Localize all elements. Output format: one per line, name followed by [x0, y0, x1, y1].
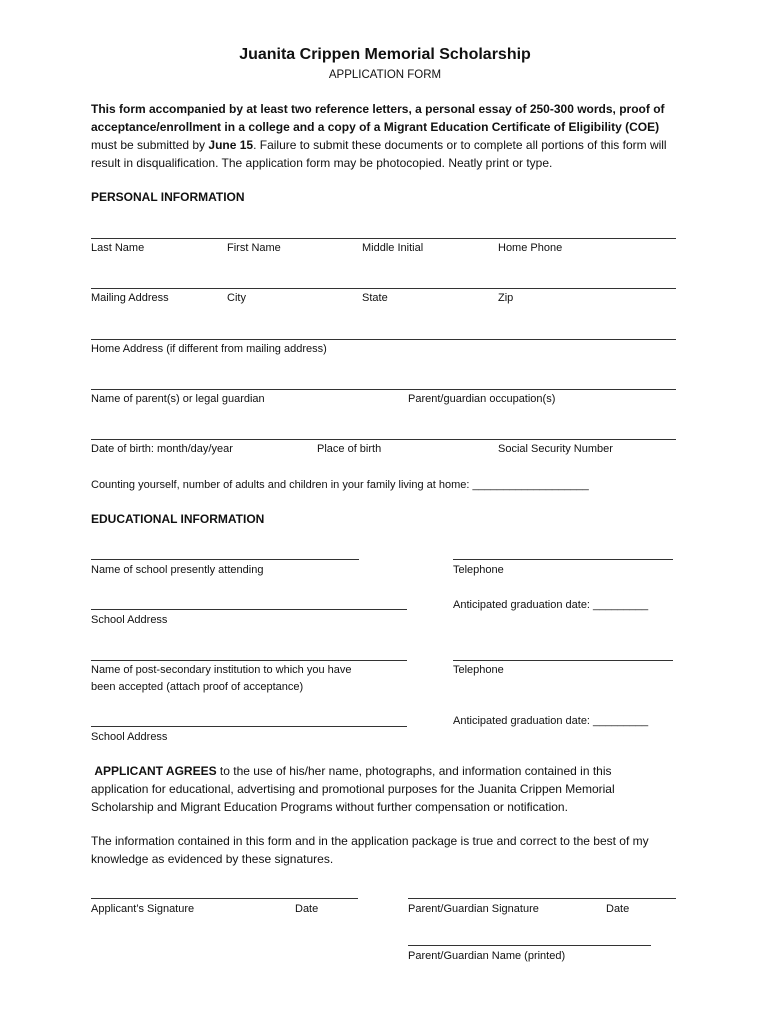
postsecondary-label-1: Name of post-secondary institution to which you have	[91, 664, 352, 676]
guardian-occupation-label: Parent/guardian occupation(s)	[408, 393, 556, 405]
state-label: State	[362, 292, 388, 304]
last-name-label: Last Name	[91, 242, 145, 254]
form-title: Juanita Crippen Memorial Scholarship	[239, 46, 531, 63]
parent-name-label: Parent/Guardian Name (printed)	[408, 950, 566, 962]
intro-requirements: This form accompanied by at least two reference letters, a personal essay of 250-300 words, proof of acceptance/enrollment in a college and a copy of a Migrant Education Certificate of Eligibility (COE)	[91, 102, 665, 134]
applicant-agrees: APPLICANT AGREES	[94, 764, 217, 778]
intro-paragraph	[91, 100, 681, 172]
school-address2-line[interactable]	[91, 726, 407, 727]
telephone-label: Telephone	[453, 564, 504, 576]
home-address-label: Home Address (if different from mailing address)	[91, 343, 327, 355]
school-address-line[interactable]	[91, 609, 407, 610]
school-address2-label: School Address	[91, 731, 168, 743]
household-count-field[interactable]: Counting yourself, number of adults and children in your family living at home: ___________________	[91, 479, 589, 491]
certification-paragraph: The information contained in this form and in the application package is true and correct to the best of my knowledge as evidenced by these signatures.	[91, 834, 649, 866]
education-heading: EDUCATIONAL INFORMATION	[91, 512, 265, 526]
postsecondary-label-2: been accepted (attach proof of acceptance)	[91, 681, 304, 693]
telephone2-line[interactable]	[453, 660, 673, 661]
graduation-date-field[interactable]: Anticipated graduation date: _________	[453, 599, 649, 611]
applicant-date-label: Date	[295, 903, 319, 915]
intro-text-2: . Failure to submit these documents or to complete all portions of this form will result in disqualification. The application form may be photocopied. Neatly print or type.	[91, 138, 667, 170]
applicant-signature-label: Applicant’s Signature	[91, 903, 195, 915]
parent-name-line[interactable]	[408, 945, 651, 946]
parent-signature-label: Parent/Guardian Signature	[408, 903, 539, 915]
date-of-birth-label: Date of birth: month/day/year	[91, 443, 233, 455]
middle-initial-label: Middle Initial	[362, 242, 424, 254]
parent-date-label: Date	[606, 903, 630, 915]
school-name-line[interactable]	[91, 559, 359, 560]
first-name-label: First Name	[227, 242, 281, 254]
home-address-line[interactable]	[91, 339, 676, 340]
postsecondary-line[interactable]	[91, 660, 407, 661]
personal-row1-line[interactable]	[91, 238, 676, 239]
mailing-address-label: Mailing Address	[91, 292, 169, 304]
birth-line[interactable]	[91, 439, 676, 440]
city-label: City	[227, 292, 246, 304]
telephone-line[interactable]	[453, 559, 673, 560]
agreement-paragraph	[91, 762, 661, 816]
school-name-label: Name of school presently attending	[91, 564, 264, 576]
agreement-text: to the use of his/her name, photographs, and information contained in this application for educational, advertising and promotional purposes for the Juanita Crippen Memorial Scholarship and Migrant Education Programs without further compensation or notification.	[91, 764, 615, 814]
school-address-label: School Address	[91, 614, 168, 626]
personal-info-heading: PERSONAL INFORMATION	[91, 190, 245, 204]
intro-text-1: must be submitted by	[91, 138, 209, 152]
deadline: June 15	[208, 138, 254, 152]
ssn-label: Social Security Number	[498, 443, 613, 455]
telephone2-label: Telephone	[453, 664, 504, 676]
guardian-line[interactable]	[91, 389, 676, 390]
applicant-signature-line[interactable]	[91, 898, 358, 899]
form-subtitle: APPLICATION FORM	[328, 69, 442, 81]
zip-label: Zip	[498, 292, 514, 304]
place-of-birth-label: Place of birth	[317, 443, 382, 455]
home-phone-label: Home Phone	[498, 242, 563, 254]
guardian-name-label: Name of parent(s) or legal guardian	[91, 393, 265, 405]
personal-row2-line[interactable]	[91, 288, 676, 289]
graduation-date2-field[interactable]: Anticipated graduation date: _________	[453, 715, 649, 727]
parent-signature-line[interactable]	[408, 898, 676, 899]
